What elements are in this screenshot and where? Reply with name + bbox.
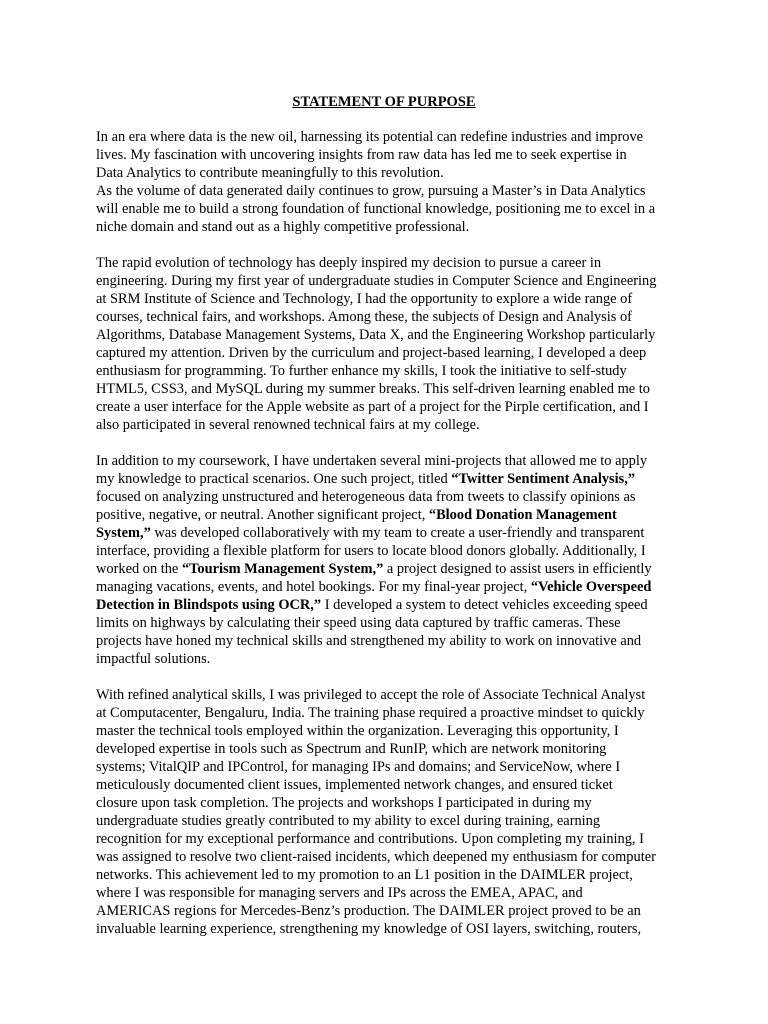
- text-line: [96, 560, 676, 578]
- text-line: [96, 740, 676, 758]
- text-run: limits on highways by calculating their speed using data captured by traffic cameras. These: [96, 615, 621, 631]
- text-run: positive, negative, or neutral. Another significant project,: [96, 507, 429, 523]
- text-run: courses, technical fairs, and workshops. Among these, the subjects of Design and Analysis of: [96, 309, 632, 325]
- text-line: [96, 830, 676, 848]
- text-run: As the volume of data generated daily continues to grow, pursuing a Master’s in Data Analytics: [96, 183, 646, 199]
- text-run: With refined analytical skills, I was privileged to accept the role of Associate Technical Analyst: [96, 687, 646, 703]
- text-run: impactful solutions.: [96, 651, 211, 667]
- text-line: [96, 362, 676, 380]
- text-line: [96, 272, 676, 290]
- text-run: will enable me to build a strong foundation of functional knowledge, positioning me to excel in a: [96, 201, 656, 217]
- text-line: [96, 758, 676, 776]
- bold-project-title: Detection in Blindspots using OCR,”: [96, 597, 322, 613]
- paragraph: [96, 452, 676, 668]
- paragraph-gap: [96, 668, 676, 686]
- text-line: [96, 416, 676, 434]
- text-run: interface, providing a flexible platform for users to locate blood donors globally. Additionally, I: [96, 543, 646, 559]
- text-line: [96, 596, 676, 614]
- text-run: at SRM Institute of Science and Technology, I had the opportunity to explore a wide range of: [96, 291, 633, 307]
- bold-project-title: System,”: [96, 525, 151, 541]
- text-run: focused on analyzing unstructured and heterogeneous data from tweets to classify opinions as: [96, 489, 636, 505]
- text-run: managing vacations, events, and hotel bookings. For my final-year project,: [96, 579, 531, 595]
- text-line: [96, 452, 676, 470]
- text-run: Data Analytics to contribute meaningfully to this revolution.: [96, 165, 444, 181]
- text-line: [96, 290, 676, 308]
- paragraph: [96, 254, 676, 434]
- text-run: meticulously documented client issues, implemented network changes, and ensured ticket: [96, 777, 613, 793]
- paragraph: [96, 686, 676, 938]
- document-body: [96, 128, 676, 938]
- text-run: master the technical tools employed within the organization. Leveraging this opportunity, I: [96, 723, 619, 739]
- text-line: [96, 380, 676, 398]
- text-run: invaluable learning experience, strengthening my knowledge of OSI layers, switching, routers,: [96, 921, 642, 937]
- text-run: The rapid evolution of technology has deeply inspired my decision to pursue a career in: [96, 255, 602, 271]
- text-line: [96, 704, 676, 722]
- document-title: STATEMENT OF PURPOSE: [292, 94, 476, 110]
- text-run: engineering. During my first year of undergraduate studies in Computer Science and Engineering: [96, 273, 657, 289]
- text-line: [96, 182, 676, 200]
- text-line: [96, 794, 676, 812]
- text-line: [96, 848, 676, 866]
- text-line: [96, 578, 676, 596]
- text-run: lives. My fascination with uncovering insights from raw data has led me to seek expertise in: [96, 147, 627, 163]
- text-run: In addition to my coursework, I have undertaken several mini-projects that allowed me to apply: [96, 453, 648, 469]
- text-line: [96, 812, 676, 830]
- text-line: [96, 542, 676, 560]
- text-line: [96, 614, 676, 632]
- text-line: [96, 632, 676, 650]
- bold-project-title: “Twitter Sentiment Analysis,”: [451, 471, 636, 487]
- text-run: enthusiasm for programming. To further enhance my skills, I took the initiative to self-study: [96, 363, 627, 379]
- bold-project-title: “Tourism Management System,”: [181, 561, 384, 577]
- bold-project-title: “Blood Donation Management: [428, 507, 617, 523]
- text-line: [96, 506, 676, 524]
- bold-project-title: “Vehicle Overspeed: [530, 579, 652, 595]
- paragraph-gap: [96, 434, 676, 452]
- text-run: networks. This achievement led to my promotion to an L1 position in the DAIMLER project,: [96, 867, 633, 883]
- text-line: [96, 722, 676, 740]
- text-run: projects have honed my technical skills and strengthened my ability to work on innovative and: [96, 633, 642, 649]
- text-run: recognition for my exceptional performance and contributions. Upon completing my training, I: [96, 831, 644, 847]
- text-line: [96, 398, 676, 416]
- text-run: captured my attention. Driven by the curriculum and project-based learning, I developed a deep: [96, 345, 647, 361]
- text-run: at Computacenter, Bengaluru, India. The training phase required a proactive mindset to quickly: [96, 705, 645, 721]
- text-run: closure upon task completion. The projects and workshops I participated in during my: [96, 795, 592, 811]
- text-run: where I was responsible for managing servers and IPs across the EMEA, APAC, and: [96, 885, 583, 901]
- text-run: In an era where data is the new oil, harnessing its potential can redefine industries and improve: [96, 129, 644, 145]
- text-run: undergraduate studies greatly contributed to my ability to excel during training, earning: [96, 813, 601, 829]
- text-line: [96, 776, 676, 794]
- text-line: [96, 254, 676, 272]
- text-line: [96, 344, 676, 362]
- text-run: was assigned to resolve two client-raised incidents, which deepened my enthusiasm for computer: [96, 849, 656, 865]
- text-run: also participated in several renowned technical fairs at my college.: [96, 417, 480, 433]
- text-line: [96, 218, 676, 236]
- text-run: developed expertise in tools such as Spectrum and RunIP, which are network monitoring: [96, 741, 607, 757]
- text-line: [96, 884, 676, 902]
- text-line: [96, 524, 676, 542]
- text-run: systems; VitalQIP and IPControl, for managing IPs and domains; and ServiceNow, where I: [96, 759, 621, 775]
- text-line: [96, 470, 676, 488]
- text-line: [96, 650, 676, 668]
- text-line: [96, 128, 676, 146]
- text-line: [96, 866, 676, 884]
- paragraph-gap: [96, 236, 676, 254]
- text-line: [96, 902, 676, 920]
- text-line: [96, 200, 676, 218]
- text-line: [96, 920, 676, 938]
- text-run: Algorithms, Database Management Systems, Data X, and the Engineering Workshop particularly: [96, 327, 656, 343]
- text-line: [96, 146, 676, 164]
- text-line: [96, 164, 676, 182]
- text-run: was developed collaboratively with my team to create a user-friendly and transparent: [150, 525, 645, 541]
- text-run: my knowledge to practical scenarios. One such project, titled: [96, 471, 452, 487]
- text-line: [96, 686, 676, 704]
- text-run: AMERICAS regions for Mercedes-Benz’s production. The DAIMLER project proved to be an: [96, 903, 641, 919]
- text-line: [96, 326, 676, 344]
- text-run: HTML5, CSS3, and MySQL during my summer breaks. This self-driven learning enabled me to: [96, 381, 650, 397]
- text-run: worked on the: [96, 561, 182, 577]
- text-run: niche domain and stand out as a highly competitive professional.: [96, 219, 470, 235]
- text-line: [96, 488, 676, 506]
- text-line: [96, 308, 676, 326]
- text-run: I developed a system to detect vehicles exceeding speed: [321, 597, 648, 613]
- paragraph: [96, 128, 676, 236]
- text-run: a project designed to assist users in efficiently: [383, 561, 652, 577]
- text-run: create a user interface for the Apple website as part of a project for the Pirple certification, and I: [96, 399, 649, 415]
